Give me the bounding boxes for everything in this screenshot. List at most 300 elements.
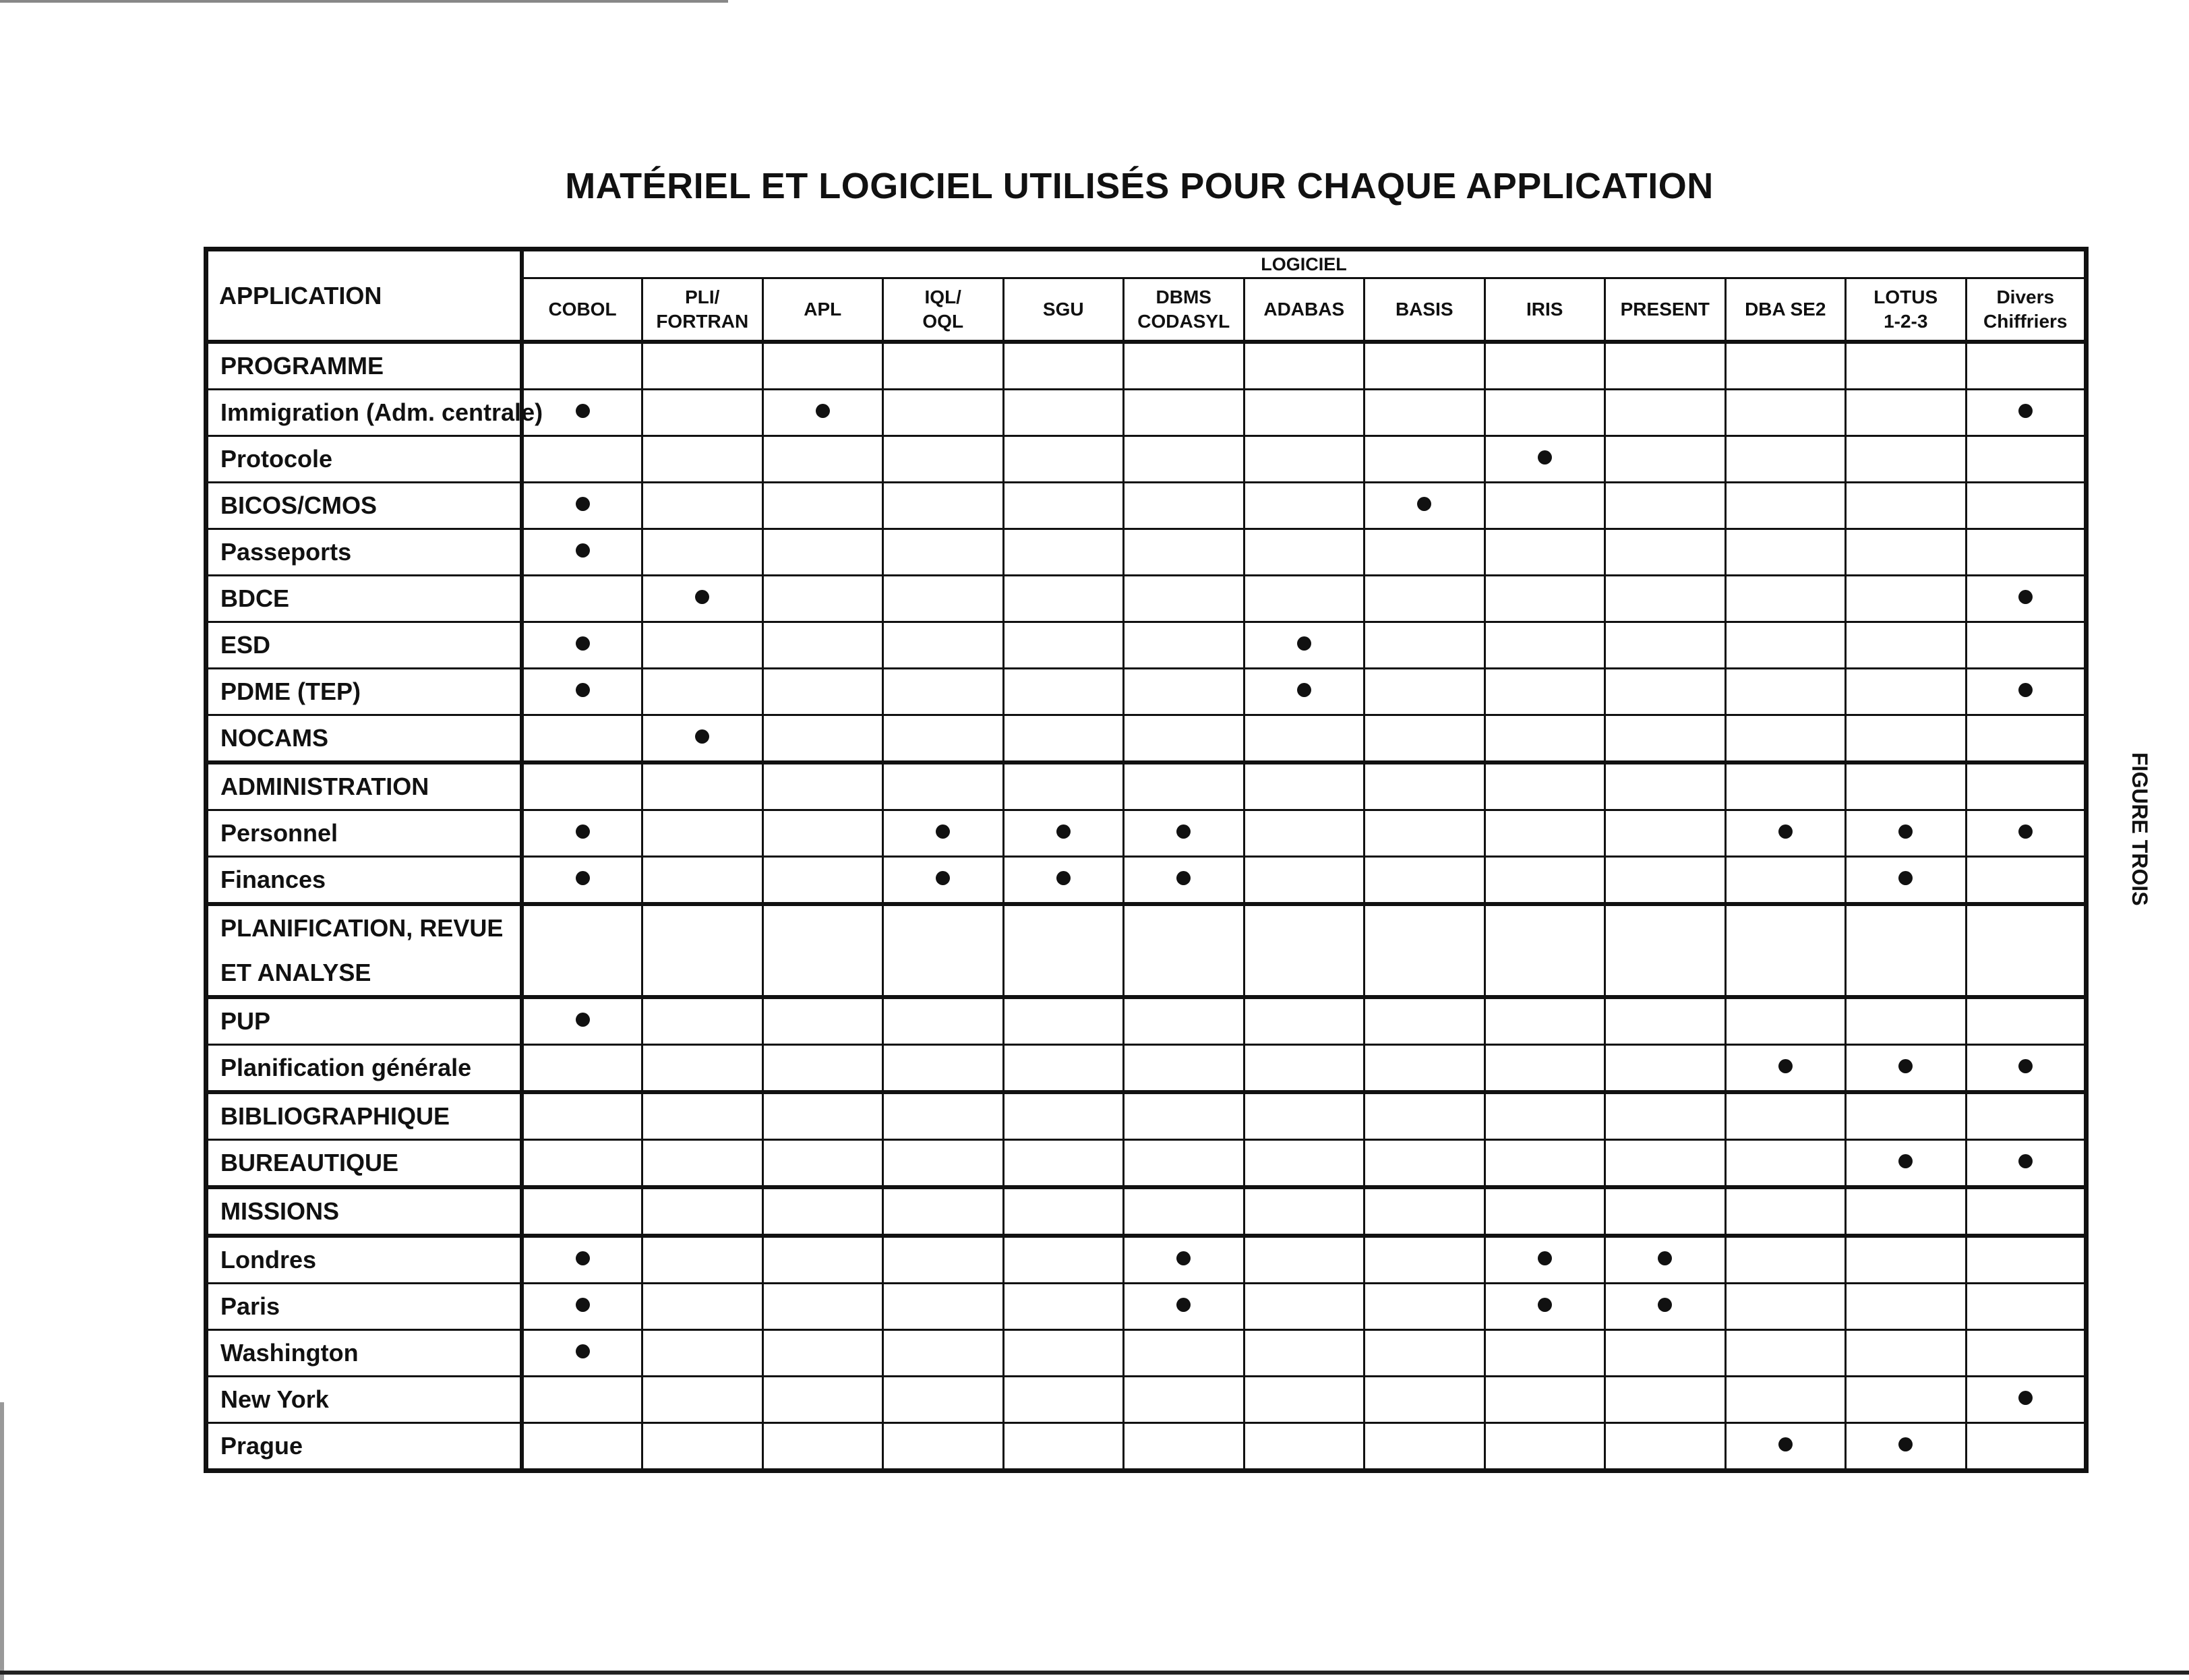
matrix-cell (1365, 762, 1485, 810)
matrix-cell (1124, 390, 1245, 436)
application-name-line1: Protocole (220, 445, 333, 473)
matrix-cell (1485, 1092, 1605, 1140)
application-name (206, 669, 522, 715)
software-matrix-table (204, 247, 2089, 1473)
application-name-line1: BICOS/CMOS (220, 491, 378, 519)
matrix-cell (1244, 436, 1365, 483)
matrix-cell (1485, 576, 1605, 622)
matrix-cell (642, 1236, 763, 1284)
matrix-cell (1966, 1377, 2087, 1423)
matrix-cell (1365, 1284, 1485, 1330)
usage-dot (1176, 871, 1191, 885)
matrix-cell (522, 997, 642, 1045)
application-name-line1: PDME (TEP) (220, 678, 361, 705)
column-header (1485, 278, 1605, 342)
matrix-cell (642, 622, 763, 669)
matrix-cell (1725, 904, 1846, 997)
matrix-cell (883, 669, 1004, 715)
matrix-cell (1124, 1092, 1245, 1140)
matrix-cell (642, 669, 763, 715)
matrix-cell (1124, 483, 1245, 529)
matrix-cell (1365, 1140, 1485, 1188)
column-header-line1: APL (804, 299, 842, 320)
table-row (206, 622, 2087, 669)
matrix-cell (642, 529, 763, 576)
usage-dot (2018, 590, 2033, 604)
matrix-cell (1725, 622, 1846, 669)
application-name (206, 483, 522, 529)
matrix-cell (1966, 1284, 2087, 1330)
usage-dot (816, 404, 830, 418)
matrix-cell (1365, 1330, 1485, 1377)
application-name (206, 342, 522, 390)
usage-dot (576, 497, 590, 511)
matrix-cell (1124, 622, 1245, 669)
matrix-cell (883, 576, 1004, 622)
matrix-cell (642, 342, 763, 390)
matrix-cell (1966, 483, 2087, 529)
usage-dot (1417, 497, 1431, 511)
application-name-line1: Passeports (220, 538, 352, 566)
matrix-cell (1605, 904, 1726, 997)
matrix-cell (1365, 1187, 1485, 1236)
application-name (206, 1423, 522, 1471)
matrix-cell (883, 529, 1004, 576)
matrix-cell (1966, 576, 2087, 622)
matrix-cell (1725, 1377, 1846, 1423)
matrix-cell (1365, 669, 1485, 715)
matrix-cell (1605, 390, 1726, 436)
matrix-cell (1846, 1187, 1967, 1236)
usage-dot (1898, 824, 1913, 839)
column-header (1124, 278, 1245, 342)
matrix-cell (1003, 669, 1124, 715)
matrix-cell (1124, 669, 1245, 715)
application-name-line1: New York (220, 1385, 329, 1413)
matrix-cell (1244, 1330, 1365, 1377)
matrix-cell (1003, 1092, 1124, 1140)
matrix-cell (522, 1092, 642, 1140)
matrix-cell (522, 1377, 642, 1423)
matrix-cell (1725, 576, 1846, 622)
usage-dot (1176, 1251, 1191, 1265)
matrix-cell (1365, 857, 1485, 905)
matrix-cell (1725, 1236, 1846, 1284)
matrix-cell (1244, 997, 1365, 1045)
matrix-cell (883, 1045, 1004, 1093)
matrix-cell (1124, 762, 1245, 810)
matrix-cell (762, 1423, 883, 1471)
matrix-cell (1725, 1092, 1846, 1140)
column-header-line2: Chiffriers (1983, 311, 2068, 332)
column-header-line1: COBOL (548, 299, 617, 320)
column-header (642, 278, 763, 342)
matrix-cell (1003, 576, 1124, 622)
column-header-line1: DBMS (1156, 287, 1211, 307)
matrix-cell (762, 576, 883, 622)
matrix-cell (1365, 529, 1485, 576)
table-row (206, 715, 2087, 763)
application-name (206, 1045, 522, 1093)
matrix-cell (1966, 904, 2087, 997)
application-name-line1: PLANIFICATION, REVUE (220, 914, 504, 942)
application-name-line1: Planification générale (220, 1054, 472, 1081)
matrix-cell (522, 857, 642, 905)
usage-dot (2018, 824, 2033, 839)
matrix-cell (1124, 904, 1245, 997)
table-row (206, 669, 2087, 715)
usage-dot (1778, 1059, 1793, 1073)
application-name-line1: BIBLIOGRAPHIQUE (220, 1102, 450, 1130)
matrix-cell (1846, 1330, 1967, 1377)
matrix-cell (642, 1377, 763, 1423)
application-name-line1: ADMINISTRATION (220, 773, 429, 800)
matrix-cell (762, 1140, 883, 1188)
table-row (206, 762, 2087, 810)
matrix-cell (1966, 390, 2087, 436)
matrix-cell (762, 529, 883, 576)
usage-dot (576, 824, 590, 839)
matrix-cell (1003, 529, 1124, 576)
matrix-cell (883, 342, 1004, 390)
table-row (206, 576, 2087, 622)
matrix-cell (1966, 622, 2087, 669)
matrix-cell (1365, 342, 1485, 390)
matrix-cell (1244, 390, 1365, 436)
application-name-line1: PROGRAMME (220, 352, 384, 380)
matrix-cell (522, 762, 642, 810)
matrix-cell (1485, 1423, 1605, 1471)
matrix-cell (522, 576, 642, 622)
matrix-cell (1003, 762, 1124, 810)
application-name (206, 436, 522, 483)
matrix-cell (1244, 1187, 1365, 1236)
matrix-cell (883, 715, 1004, 763)
table-row (206, 1330, 2087, 1377)
matrix-cell (522, 1330, 642, 1377)
table-row (206, 436, 2087, 483)
matrix-cell (1966, 1092, 2087, 1140)
application-name (206, 622, 522, 669)
matrix-cell (1124, 1423, 1245, 1471)
matrix-cell (883, 436, 1004, 483)
usage-dot (576, 543, 590, 558)
column-header (1244, 278, 1365, 342)
usage-dot (576, 1013, 590, 1027)
matrix-cell (642, 857, 763, 905)
matrix-cell (883, 483, 1004, 529)
matrix-cell (1485, 669, 1605, 715)
matrix-cell (522, 810, 642, 857)
matrix-cell (1725, 1140, 1846, 1188)
matrix-cell (1365, 390, 1485, 436)
usage-dot (1176, 824, 1191, 839)
application-name-line1: Paris (220, 1292, 280, 1320)
matrix-cell (1846, 715, 1967, 763)
matrix-cell (883, 1284, 1004, 1330)
matrix-cell (1725, 1187, 1846, 1236)
usage-dot (1778, 824, 1793, 839)
matrix-cell (1485, 483, 1605, 529)
matrix-cell (1244, 857, 1365, 905)
matrix-cell (522, 1236, 642, 1284)
application-name (206, 997, 522, 1045)
matrix-cell (1244, 904, 1365, 997)
matrix-cell (762, 483, 883, 529)
usage-dot (1056, 871, 1071, 885)
matrix-cell (522, 1187, 642, 1236)
application-name (206, 1140, 522, 1188)
matrix-cell (1124, 1187, 1245, 1236)
application-name (206, 1092, 522, 1140)
matrix-cell (1244, 1423, 1365, 1471)
matrix-cell (1003, 857, 1124, 905)
matrix-cell (1846, 342, 1967, 390)
matrix-cell (762, 1045, 883, 1093)
matrix-cell (883, 1330, 1004, 1377)
matrix-cell (1365, 576, 1485, 622)
table-row (206, 997, 2087, 1045)
matrix-cell (762, 390, 883, 436)
application-name (206, 1284, 522, 1330)
usage-dot (1538, 1298, 1552, 1312)
application-name (206, 1187, 522, 1236)
column-header (1966, 278, 2087, 342)
matrix-cell (1003, 622, 1124, 669)
matrix-cell (1124, 1045, 1245, 1093)
matrix-cell (642, 390, 763, 436)
application-header: APPLICATION (206, 249, 522, 342)
application-name (206, 904, 522, 997)
table-row (206, 1140, 2087, 1188)
column-header (1846, 278, 1967, 342)
matrix-cell (1846, 390, 1967, 436)
matrix-cell (1725, 483, 1846, 529)
matrix-cell (522, 1140, 642, 1188)
application-name-line1: Prague (220, 1432, 303, 1460)
column-header (522, 278, 642, 342)
matrix-cell (1725, 1045, 1846, 1093)
matrix-cell (1725, 1330, 1846, 1377)
matrix-cell (1003, 1140, 1124, 1188)
matrix-cell (883, 997, 1004, 1045)
matrix-cell (1003, 1187, 1124, 1236)
application-name (206, 857, 522, 905)
column-header-line2: 1-2-3 (1884, 311, 1928, 332)
matrix-cell (1485, 1236, 1605, 1284)
matrix-cell (1365, 1045, 1485, 1093)
table-row (206, 1377, 2087, 1423)
table-row (206, 342, 2087, 390)
matrix-cell (1485, 1187, 1605, 1236)
matrix-cell (1124, 1330, 1245, 1377)
matrix-cell (1124, 576, 1245, 622)
usage-dot (1898, 1154, 1913, 1168)
matrix-cell (522, 436, 642, 483)
matrix-cell (1244, 483, 1365, 529)
matrix-cell (762, 715, 883, 763)
matrix-cell (1966, 810, 2087, 857)
matrix-cell (1966, 1140, 2087, 1188)
matrix-cell (1003, 483, 1124, 529)
matrix-cell (1846, 904, 1967, 997)
matrix-cell (883, 622, 1004, 669)
matrix-cell (1124, 1236, 1245, 1284)
matrix-cell (1846, 1140, 1967, 1188)
usage-dot (576, 871, 590, 885)
matrix-cell (883, 390, 1004, 436)
usage-dot (1538, 450, 1552, 464)
matrix-cell (1846, 1284, 1967, 1330)
matrix-cell (1365, 483, 1485, 529)
matrix-cell (1846, 810, 1967, 857)
matrix-cell (1846, 622, 1967, 669)
matrix-cell (883, 1423, 1004, 1471)
matrix-cell (522, 1045, 642, 1093)
matrix-cell (1605, 857, 1726, 905)
matrix-cell (1966, 1187, 2087, 1236)
matrix-cell (762, 997, 883, 1045)
application-name (206, 529, 522, 576)
matrix-cell (1966, 715, 2087, 763)
table-row (206, 810, 2087, 857)
application-name-line1: MISSIONS (220, 1197, 340, 1225)
matrix-cell (1725, 857, 1846, 905)
matrix-cell (1365, 436, 1485, 483)
matrix-cell (1485, 857, 1605, 905)
matrix-cell (1003, 715, 1124, 763)
matrix-cell (642, 810, 763, 857)
matrix-cell (762, 1092, 883, 1140)
matrix-cell (1485, 1045, 1605, 1093)
column-header-line1: LOTUS (1873, 287, 1938, 307)
usage-dot (1658, 1298, 1672, 1312)
matrix-cell (1485, 436, 1605, 483)
matrix-cell (1485, 342, 1605, 390)
matrix-cell (1725, 529, 1846, 576)
matrix-cell (642, 1284, 763, 1330)
usage-dot (1297, 636, 1311, 651)
application-name (206, 715, 522, 763)
matrix-cell (522, 342, 642, 390)
matrix-cell (1244, 1045, 1365, 1093)
column-header-line1: IRIS (1526, 299, 1563, 320)
matrix-cell (1244, 1092, 1365, 1140)
application-name-line1: Washington (220, 1339, 359, 1367)
matrix-cell (1605, 342, 1726, 390)
logiciel-header: LOGICIEL (522, 249, 2087, 278)
application-name (206, 1236, 522, 1284)
matrix-cell (1725, 390, 1846, 436)
matrix-cell (762, 1377, 883, 1423)
matrix-cell (1003, 436, 1124, 483)
matrix-cell (1846, 1423, 1967, 1471)
table-row (206, 1187, 2087, 1236)
matrix-cell (1605, 715, 1726, 763)
matrix-cell (642, 762, 763, 810)
matrix-cell (1605, 1236, 1726, 1284)
matrix-cell (522, 715, 642, 763)
matrix-cell (1605, 810, 1726, 857)
matrix-cell (1846, 1045, 1967, 1093)
matrix-cell (883, 810, 1004, 857)
column-header (1003, 278, 1124, 342)
matrix-cell (1966, 1236, 2087, 1284)
matrix-cell (762, 1284, 883, 1330)
matrix-cell (883, 1092, 1004, 1140)
table-row (206, 529, 2087, 576)
matrix-cell (1846, 1377, 1967, 1423)
usage-dot (576, 636, 590, 651)
usage-dot (2018, 683, 2033, 697)
matrix-cell (1846, 762, 1967, 810)
matrix-cell (1124, 529, 1245, 576)
column-header (883, 278, 1004, 342)
table-header (206, 249, 2087, 342)
usage-dot (2018, 404, 2033, 418)
usage-dot (695, 729, 709, 744)
matrix-cell (1605, 529, 1726, 576)
matrix-cell (1003, 1284, 1124, 1330)
matrix-cell (1003, 1377, 1124, 1423)
table-row (206, 1045, 2087, 1093)
matrix-cell (1244, 669, 1365, 715)
matrix-cell (1605, 436, 1726, 483)
matrix-cell (1846, 576, 1967, 622)
matrix-cell (1605, 1092, 1726, 1140)
table-row (206, 1284, 2087, 1330)
matrix-cell (762, 762, 883, 810)
matrix-cell (883, 1377, 1004, 1423)
matrix-cell (1244, 810, 1365, 857)
table-row (206, 1423, 2087, 1471)
matrix-cell (1124, 1284, 1245, 1330)
table-row (206, 857, 2087, 905)
matrix-cell (642, 1187, 763, 1236)
matrix-cell (1124, 342, 1245, 390)
page-title: MATÉRIEL ET LOGICIEL UTILISÉS POUR CHAQUE APPLICATION (565, 166, 1714, 206)
application-name-line1: PUP (220, 1007, 271, 1035)
table-row (206, 483, 2087, 529)
matrix-cell (1244, 762, 1365, 810)
usage-dot (1898, 871, 1913, 885)
matrix-cell (642, 436, 763, 483)
matrix-cell (1003, 904, 1124, 997)
matrix-cell (1124, 1377, 1245, 1423)
matrix-cell (1003, 997, 1124, 1045)
matrix-cell (1244, 576, 1365, 622)
matrix-cell (883, 857, 1004, 905)
matrix-cell (1485, 1284, 1605, 1330)
matrix-cell (762, 1236, 883, 1284)
matrix-cell (1725, 715, 1846, 763)
matrix-cell (1244, 342, 1365, 390)
application-name-line1: Londres (220, 1246, 317, 1273)
matrix-cell (1365, 997, 1485, 1045)
table-row (206, 390, 2087, 436)
matrix-cell (1605, 669, 1726, 715)
matrix-cell (1365, 1423, 1485, 1471)
matrix-cell (1124, 715, 1245, 763)
application-name (206, 390, 543, 436)
table-row (206, 904, 2087, 997)
matrix-cell (642, 1140, 763, 1188)
matrix-cell (1846, 997, 1967, 1045)
matrix-cell (642, 483, 763, 529)
matrix-cell (642, 576, 763, 622)
matrix-cell (1966, 1045, 2087, 1093)
matrix-cell (1846, 1236, 1967, 1284)
